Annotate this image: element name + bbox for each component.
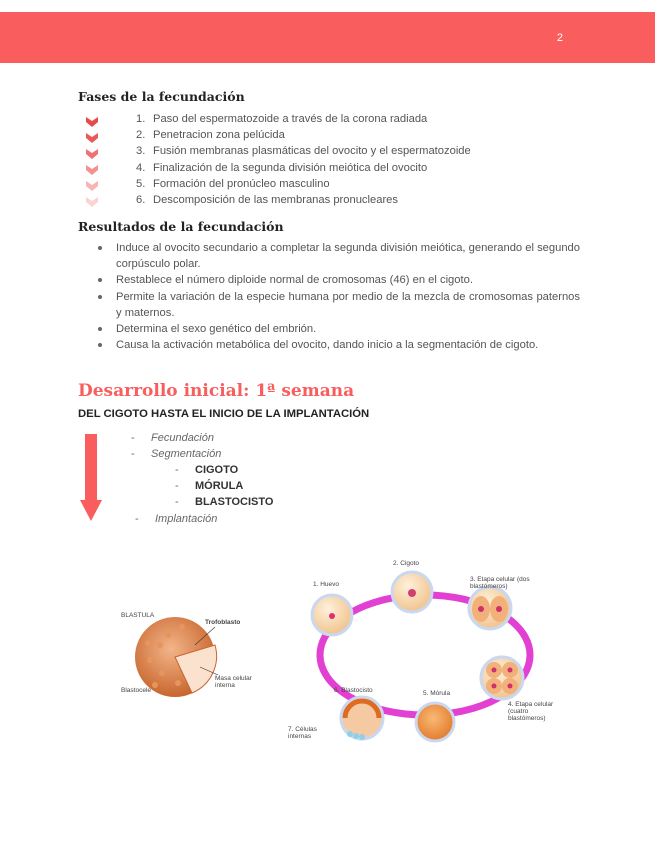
chevron-icon [86, 117, 98, 127]
cycle-label-3: 3. Etapa celular (dos blastómeros) [470, 576, 530, 590]
page-number: 2 [556, 32, 563, 44]
outline-item: - Implantación [135, 513, 218, 525]
cycle-label-4: 4. Etapa celular (cuatro blastómeros) [508, 701, 554, 722]
list-item: 4. Finalización de la segunda división meiótica del ovocito [136, 161, 428, 174]
cycle-label-5: 5. Mórula [423, 690, 451, 697]
outline-item: - Fecundación [131, 432, 214, 444]
section-subtitle: DEL CIGOTO HASTA EL INICIO DE LA IMPLANTACIÓN [78, 408, 370, 420]
resultados-heading: Resultados de la fecundación [78, 219, 284, 234]
trophoblast-label: Trofoblasto [205, 619, 241, 626]
list-item: 2. Penetracion zona pelúcida [136, 129, 285, 142]
chevron-icon [86, 181, 98, 191]
cycle-label-2: 2. Cigoto [393, 560, 420, 567]
list-item: 5. Formación del pronúcleo masculino [136, 177, 330, 190]
down-arrow-icon [80, 434, 102, 522]
cycle-label-7: 7. Células internas [288, 726, 317, 740]
header-bar [0, 12, 655, 63]
outline-subitem: - MÓRULA [175, 480, 244, 492]
blastocele-label: Blastocele [121, 687, 151, 694]
chevron-icon [86, 149, 98, 159]
list-item: Causa la activación metabólica del ovocito, dando inicio a la segmentación de cigoto. [96, 337, 580, 353]
fases-list [136, 111, 471, 208]
fases-heading: Fases de la fecundación [78, 89, 245, 104]
chevron-icon [86, 197, 98, 207]
inner-mass-label: Masa celular interna [215, 675, 252, 689]
list-item: 6. Descomposición de las membranas pronucleares [136, 193, 398, 206]
section-title: Desarrollo inicial: 1ª semana [78, 381, 355, 401]
list-item: Determina el sexo genético del embrión. [96, 321, 580, 337]
outline-subitem: - BLASTOCISTO [175, 496, 274, 508]
outline-subitem: - CIGOTO [175, 464, 239, 476]
list-item: Restablece el número diploide normal de cromosomas (46) en el cigoto. [96, 272, 580, 288]
blastula-title: BLASTULA [121, 612, 155, 619]
list-item: Induce al ovocito secundario a completar la segunda división meiótica, generando el segundo corpúsculo polar. [96, 240, 580, 272]
chevron-icon [86, 165, 98, 175]
chevron-icon [86, 133, 98, 143]
list-item: 1. Paso del espermatozoide a través de la corona radiada [136, 113, 428, 125]
resultados-list [96, 240, 580, 353]
list-item: 3. Fusión membranas plasmáticas del ovocito y el espermatozoide [136, 145, 471, 158]
cycle-label-6: 6. Blastocisto [334, 687, 373, 694]
cycle-label-1: 1. Huevo [313, 581, 340, 588]
list-item: Permite la variación de la especie humana por medio de la mezcla de cromosomas paternos y maternos. [96, 289, 580, 321]
outline-item: - Segmentación [131, 448, 222, 460]
